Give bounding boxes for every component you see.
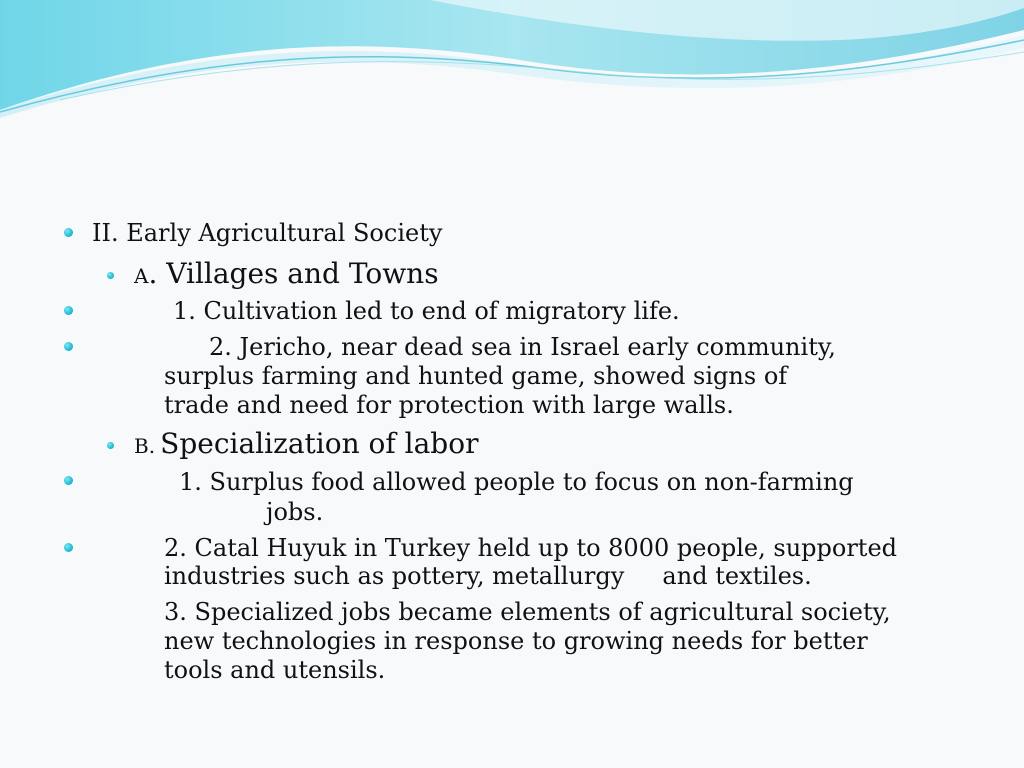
bullet-icon [64, 543, 73, 552]
item-a1: 1. Cultivation led to end of migratory life. [173, 297, 680, 325]
item-a2-line-2: surplus farming and hunted game, showed signs of [164, 362, 788, 390]
subheading-b-letter: B. [134, 434, 156, 458]
item-b3-line-1: 3. Specialized jobs became elements of agricultural society, [164, 598, 891, 626]
item-b3-line-2: new technologies in response to growing needs for better [164, 627, 868, 655]
bullet-icon [64, 476, 73, 485]
subheading-b [134, 427, 478, 460]
item-b2-line-1: 2. Catal Huyuk in Turkey held up to 8000 people, supported [164, 534, 898, 562]
subheading-a [134, 257, 439, 290]
item-b1-line-1: 1. Surplus food allowed people to focus on non-farming [179, 468, 854, 496]
subheading-a-letter: A [134, 264, 149, 288]
item-a2-line-1: 2. Jericho, near dead sea in Israel early community, [209, 333, 836, 361]
item-b3-line-3: tools and utensils. [164, 656, 386, 684]
bullet-icon [64, 306, 73, 315]
bullet-icon [64, 342, 73, 351]
item-a2-line-3: trade and need for protection with large walls. [164, 391, 734, 419]
section-title: II. Early Agricultural Society [92, 219, 443, 247]
item-b2-line-2: industries such as pottery, metallurgy and textiles. [164, 562, 812, 590]
item-b1-line-2: jobs. [266, 498, 324, 526]
subheading-a-text: . Villages and Towns [148, 257, 439, 290]
bullet-icon [107, 442, 114, 449]
bullet-icon [64, 228, 73, 237]
bullet-icon [107, 272, 114, 279]
subheading-b-text: Specialization of labor [160, 427, 479, 460]
